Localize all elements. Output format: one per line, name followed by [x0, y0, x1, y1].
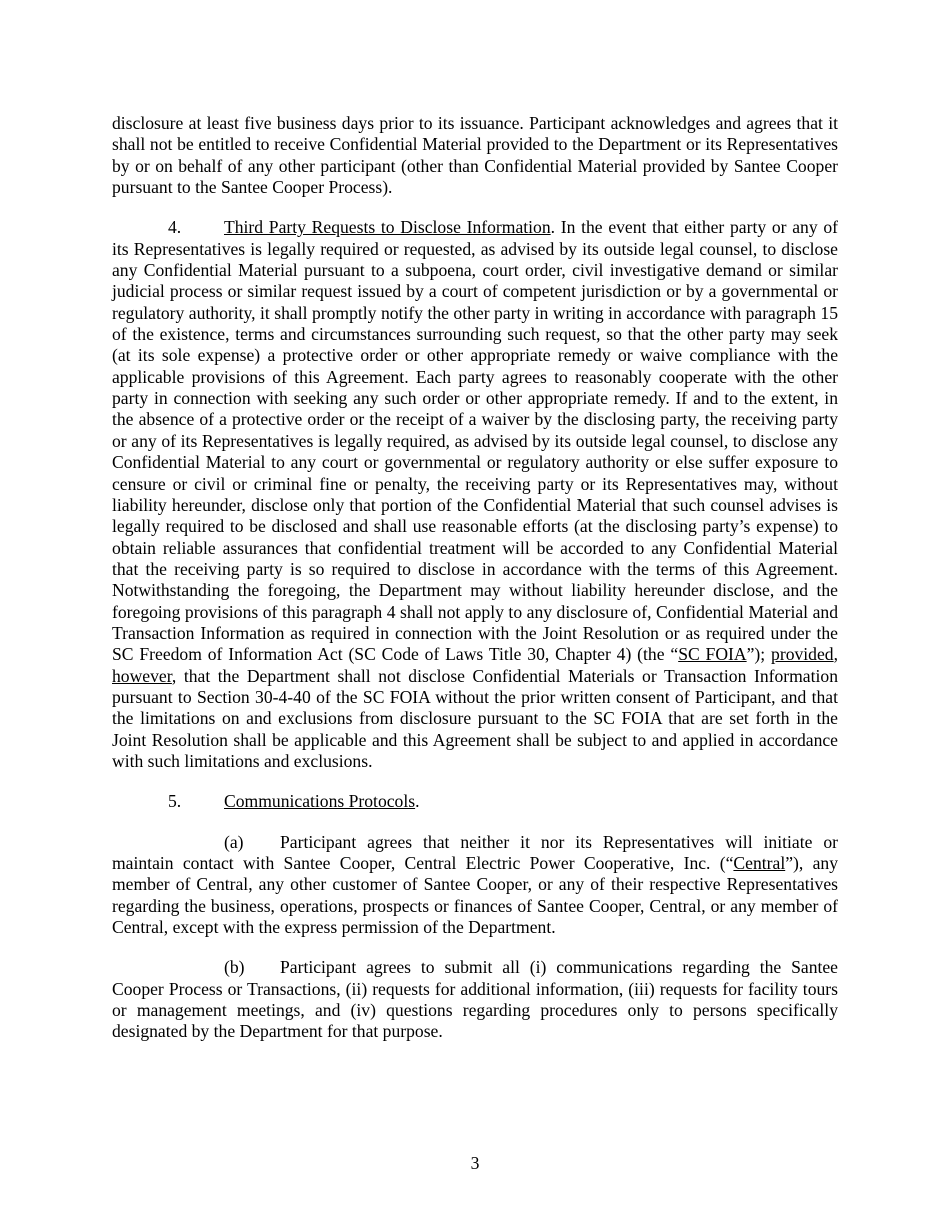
section-5-heading: Communications Protocols: [224, 791, 416, 812]
section-4-heading: Third Party Requests to Disclose Information: [224, 217, 551, 238]
section-5a-label: (a): [224, 831, 244, 852]
section-4-number: 4.: [168, 217, 182, 238]
section-5a-paragraph: [112, 832, 838, 939]
section-4-paragraph: [112, 217, 838, 772]
section-5a-body-part2: ”), any member of Central, any other customer of Santee Cooper, or any of their respective Representatives regarding the business, operations, prospects or finances of Santee Cooper, Central, or any member of Central, except with the express permission of the Department.: [112, 853, 838, 938]
section-4-body-part2: ”);: [746, 644, 772, 665]
section-5b-label: (b): [224, 957, 245, 978]
section-5b-body: Participant agrees to submit all (i) communications regarding the Santee Cooper Process or Transactions, (ii) requests for additional information, (iii) requests for facility tours or management meetings, and (iv) questions regarding procedures only to persons specifically designated by the Department for that purpose.: [112, 957, 838, 1042]
document-page: [112, 113, 838, 1043]
section-5b-paragraph: [112, 957, 838, 1042]
section-5-heading-period: .: [415, 791, 420, 812]
intro-paragraph: disclosure at least five business days prior to its issuance. Participant acknowledges and agrees that it shall not be entitled to receive Confidential Material provided to the Department or its Representatives by or on behalf of any other participant (other than Confidential Material provided by Santee Cooper pursuant to the Santee Cooper Process).: [112, 113, 838, 198]
defined-term-central: Central: [733, 853, 786, 873]
section-4-body-part1: . In the event that either party or any of its Representatives is legally required or requested, as advised by its outside legal counsel, to disclose any Confidential Material pursuant to a subpoena, court order, civil investigative demand or similar judicial process or similar request issued by a court of competent jurisdiction or by a governmental or regulatory authority, it shall promptly notify the other party in writing in accordance with paragraph 15 of the existence, terms and circumstances surrounding such request, so that the other party may seek (at its sole expense) a protective order or other appropriate remedy or waive compliance with the applicable provisions of this Agreement. Each party agrees to reasonably cooperate with the other party in connection with seeking any such order or other appropriate remedy. If and to the extent, in the absence of a protective order or the receipt of a waiver by the disclosing party, the receiving party or any of its Representatives is legally required, as advised by its outside legal counsel, to disclose any Confidential Material to any court or governmental or regulatory authority or else suffer exposure to censure or civil or criminal fine or penalty, the receiving party or its Representatives may, without liability hereunder, disclose only that portion of the Confidential Material that such counsel advises is legally required to be disclosed and shall use reasonable efforts (at the disclosing party’s expense) to obtain reliable assurances that confidential treatment will be accorded to any Confidential Material that the receiving party is so required to disclose in accordance with the terms of this Agreement. Notwithstanding the foregoing, the Department may without liability hereunder disclose, and the foregoing provisions of this paragraph 4 shall not apply to any disclosure of, Confidential Material and Transaction Information as required in connection with the Joint Resolution or as required under the SC Freedom of Information Act (SC Code of Laws Title 30, Chapter 4) (the “: [112, 217, 839, 665]
section-5a-body-part1: Participant agrees that neither it nor its Representatives will initiate or maintain contact with Santee Cooper, Central Electric Power Cooperative, Inc. (“: [112, 831, 838, 873]
term-comma: ,: [833, 644, 838, 665]
term-provided: provided: [771, 644, 834, 665]
section-5-heading-line: [112, 791, 838, 812]
term-however: however: [112, 665, 172, 686]
section-5-number: 5.: [168, 791, 182, 812]
page-number: 3: [470, 1153, 480, 1173]
defined-term-sc-foia: SC FOIA: [678, 644, 747, 665]
section-4-body-part3: , that the Department shall not disclose Confidential Materials or Transaction Information pursuant to Section 30-4-40 of the SC FOIA without the prior written consent of Participant, and that the limitations on and exclusions from disclosure pursuant to the SC FOIA that are set forth in the Joint Resolution shall be applicable and this Agreement shall be subject to and applied in accordance with such limitations and exclusions.: [112, 665, 838, 771]
